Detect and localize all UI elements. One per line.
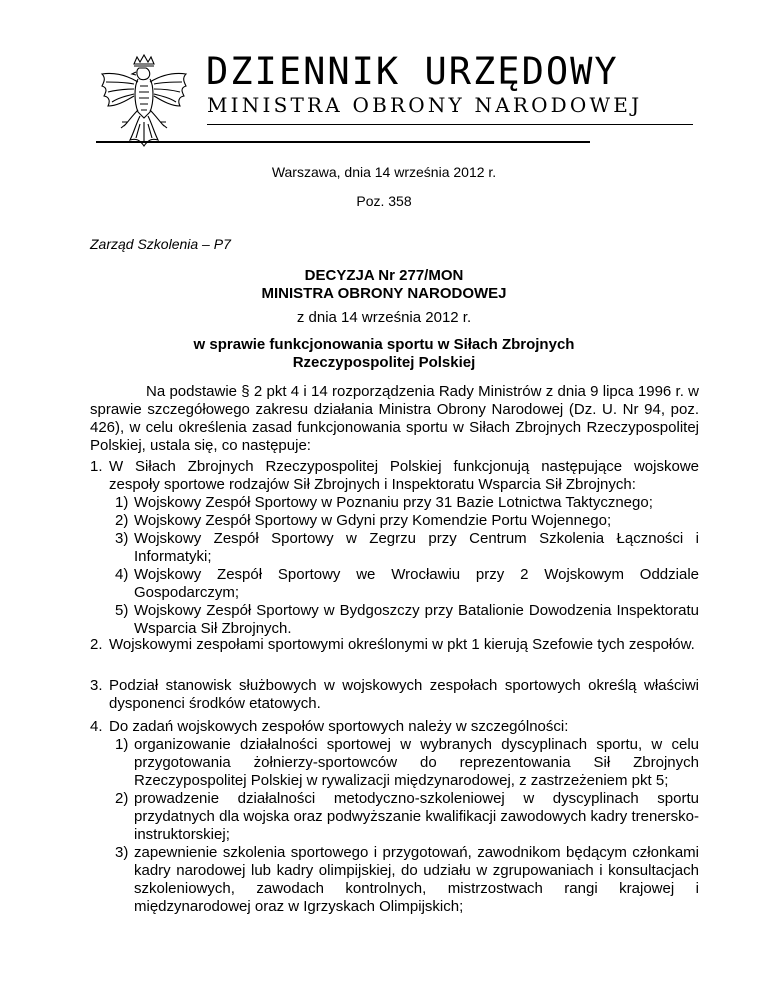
point-text: W Siłach Zbrojnych Rzeczypospolitej Polskiej funkcjonują następujące wojskowe zespoły sportowe rodzajów Sił Zbrojnych i Inspektoratu Wsparcia Sił Zbrojnych: (109, 458, 699, 493)
list-item: 1) organizowanie działalności sportowej w wybranych dyscyplinach sportu, w celu przygotowania żołnierzy-sportowców do reprezentowania Sił Zbrojnych Rzeczypospolitej Polskiej w rywalizacji międzynarodowej, z zastrzeżeniem pkt 5; (115, 736, 699, 789)
decision-subject-line2: Rzeczypospolitej Polskiej (292, 354, 476, 371)
list-item: 3) zapewnienie szkolenia sportowego i przygotowań, zawodnikom będącym członkami kadry narodowej lub kadry olimpijskiej, do udziału w zgrupowaniach i konsultacjach szkoleniowych, zawodach kontrolnych, mistrzostwach rangi krajowej i międzynarodowej oraz w Igrzyskach Olimpijskich; (115, 844, 699, 915)
point-4 (90, 718, 699, 916)
issuer-unit: Zarząd Szkolenia – P7 (90, 236, 231, 252)
polish-eagle-emblem-icon (94, 52, 194, 152)
point-number: 3. (90, 677, 103, 694)
list-item: 3) Wojskowy Zespół Sportowy w Zegrzu przy Centrum Szkolenia Łączności i Informatyki; (115, 530, 699, 565)
point-number: 1. (90, 458, 103, 475)
place-date: Warszawa, dnia 14 września 2012 r. (271, 164, 497, 180)
list-item: 5) Wojskowy Zespół Sportowy w Bydgoszczy przy Batalionie Dowodzenia Inspektoratu Wsparcia Sił Zbrojnych. (115, 602, 699, 637)
position-number: Poz. 358 (356, 193, 412, 209)
point-1 (90, 458, 699, 638)
point-number: 4. (90, 718, 103, 735)
list-item: 1) Wojskowy Zespół Sportowy w Poznaniu przy 31 Bazie Lotnictwa Taktycznego; (115, 494, 653, 511)
list-item: 2) prowadzenie działalności metodyczno-szkoleniowej w dyscyplinach sportu przydatnych dla wojska oraz podwyższanie kwalifikacji zawodowych kadry trenersko-instruktorskiej; (115, 790, 699, 843)
point-text: Podział stanowisk służbowych w wojskowych zespołach sportowych określą właściwi dysponenci środków etatowych. (109, 677, 699, 712)
header-divider-thick (96, 141, 590, 143)
header-divider-thin (207, 124, 693, 125)
point-2 (90, 636, 699, 654)
point-text: Wojskowymi zespołami sportowymi określonymi w pkt 1 kierują Szefowie tych zespołów. (109, 636, 695, 653)
point-text: Do zadań wojskowych zespołów sportowych należy w szczególności: (109, 718, 569, 735)
point-number: 2. (90, 636, 103, 653)
point-3 (90, 677, 699, 713)
decision-date: z dnia 14 września 2012 r. (296, 309, 472, 326)
decision-issuer: MINISTRA OBRONY NARODOWEJ (261, 285, 507, 302)
decision-title: DECYZJA Nr 277/MON (304, 267, 464, 284)
journal-title: DZIENNIK URZĘDOWY (206, 50, 619, 93)
preamble: Na podstawie § 2 pkt 4 i 14 rozporządzenia Rady Ministrów z dnia 9 lipca 1996 r. w sprawie szczegółowego zakresu działania Ministra Obrony Narodowej (Dz. U. Nr 94, poz. 426), w celu określenia zasad funkcjonowania sportu w Siłach Zbrojnych Rzeczypospolitej Polskiej, ustala się, co następuje: (90, 383, 699, 454)
journal-subtitle: MINISTRA OBRONY NARODOWEJ (207, 93, 643, 117)
list-item: 2) Wojskowy Zespół Sportowy w Gdyni przy Komendzie Portu Wojennego; (115, 512, 612, 529)
list-item: 4) Wojskowy Zespół Sportowy we Wrocławiu przy 2 Wojskowym Oddziale Gospodarczym; (115, 566, 699, 601)
decision-subject-line1: w sprawie funkcjonowania sportu w Siłach Zbrojnych (193, 336, 575, 353)
